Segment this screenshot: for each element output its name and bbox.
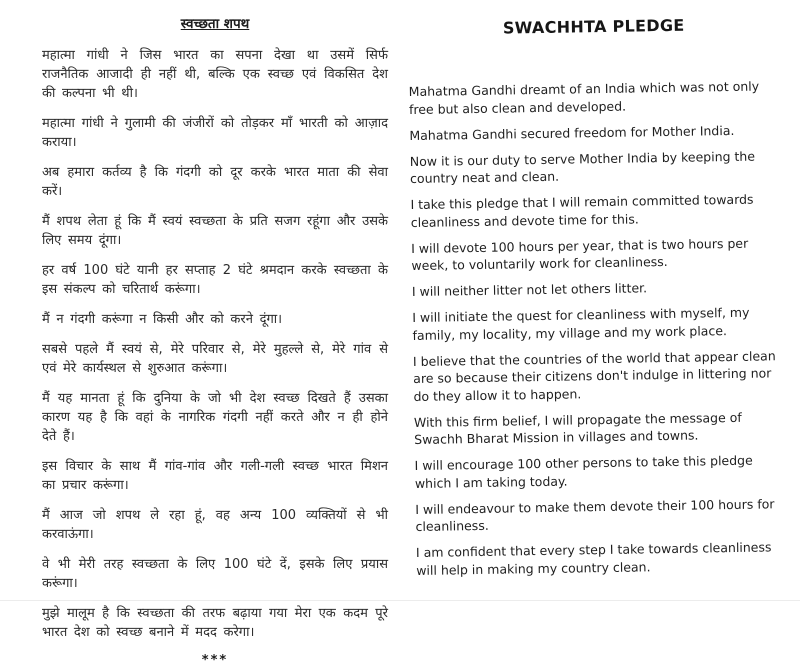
hindi-paragraph: मैं शपथ लेता हूं कि मैं स्वयं स्वच्छता के प्रति सजग रहूंगा और उसके लिए समय दूंगा। [42, 214, 388, 248]
hindi-paragraph: सबसे पहले मैं स्वयं से, मेरे परिवार से, मेरे मुहल्ले से, मेरे गांव से एवं मेरे कार्यस्थल से शुरुआत करूंगा। [42, 342, 388, 376]
english-page-title: SWACHHTA PLEDGE [502, 15, 685, 38]
hindi-paragraph: मुझे मालूम है कि स्वच्छता की तरफ बढ़ाया गया मेरा एक कदम पूरे भारत देश को स्वच्छ बनाने में मदद करेगा। [42, 606, 388, 640]
end-of-text-mark: *** [201, 653, 229, 668]
hindi-paragraph: मैं यह मानता हूं कि दुनिया के जो भी देश स्वच्छ दिखते हैं उसका कारण यह है कि वहां के नागरिक गंदगी नहीं करते और न ही होने देते हैं। [42, 391, 388, 444]
hindi-paragraph: मैं न गंदगी करूंगा न किसी और को करने दूंगा। [42, 312, 283, 327]
english-paragraph: I am confident that every step I take towards cleanliness will help in making my country clean. [415, 539, 772, 578]
hindi-paragraph: मैं आज जो शपथ ले रहा हूं, वह अन्य 100 व्यक्तियों से भी करवाऊंगा। [42, 508, 388, 542]
english-paragraph: Mahatma Gandhi secured freedom for Mother India. [409, 122, 735, 143]
hindi-paragraph: हर वर्ष 100 घंटे यानी हर सप्ताह 2 घंटे श्रमदान करके स्वच्छता के इस संकल्प को चरितार्थ करूंगा। [42, 263, 388, 297]
english-pledge-body [409, 77, 789, 579]
hindi-paragraph: महात्मा गांधी ने गुलामी की जंजीरों को तोड़कर माँ भारती को आज़ाद कराया। [42, 116, 388, 150]
hindi-paragraph: वे भी मेरी तरह स्वच्छता के लिए 100 घंटे दें, इसके लिए प्रयास करूंगा। [42, 557, 388, 591]
english-paragraph: Now it is our duty to serve Mother India by keeping the country neat and clean. [409, 148, 756, 187]
english-pledge-page [400, 0, 800, 601]
hindi-pledge-body [42, 46, 388, 642]
english-paragraph: Mahatma Gandhi dreamt of an India which was not only free but also clean and developed. [408, 78, 760, 117]
english-paragraph: I will neither litter not let others litter. [411, 280, 648, 300]
english-paragraph: I take this pledge that I will remain committed towards cleanliness and devote time for this. [410, 191, 754, 230]
english-paragraph: I will encourage 100 other persons to take this pledge which I am taking today. [414, 452, 753, 491]
hindi-paragraph: महात्मा गांधी ने जिस भारत का सपना देखा था उसमें सिर्फ राजनैतिक आजादी ही नहीं थी, बल्कि एक स्वच्छ एवं विकसित देश की कल्पना भी थी। [42, 48, 388, 101]
english-paragraph: I will devote 100 hours per year, that is two hours per week, to voluntarily work for cleanliness. [411, 235, 749, 274]
hindi-paragraph: अब हमारा कर्तव्य है कि गंदगी को दूर करके भारत माता की सेवा करें। [42, 165, 388, 199]
english-paragraph: I will endeavour to make them devote their 100 hours for cleanliness. [415, 495, 775, 534]
english-paragraph: I will initiate the quest for cleanliness with myself, my family, my locality, my village and my work place. [412, 304, 750, 343]
english-page-content [408, 14, 789, 579]
hindi-paragraph: इस विचार के साथ मैं गांव-गांव और गली-गली स्वच्छ भारत मिशन का प्रचार करूंगा। [42, 459, 388, 493]
hindi-page-title: स्वच्छता शपथ [180, 16, 250, 32]
english-paragraph: With this firm belief, I will propagate the message of Swachh Bharat Mission in villages and towns. [413, 409, 742, 447]
english-paragraph: I believe that the countries of the world that appear clean are so because their citizens don't indulge in littering nor do they allow it to happen. [412, 347, 776, 404]
